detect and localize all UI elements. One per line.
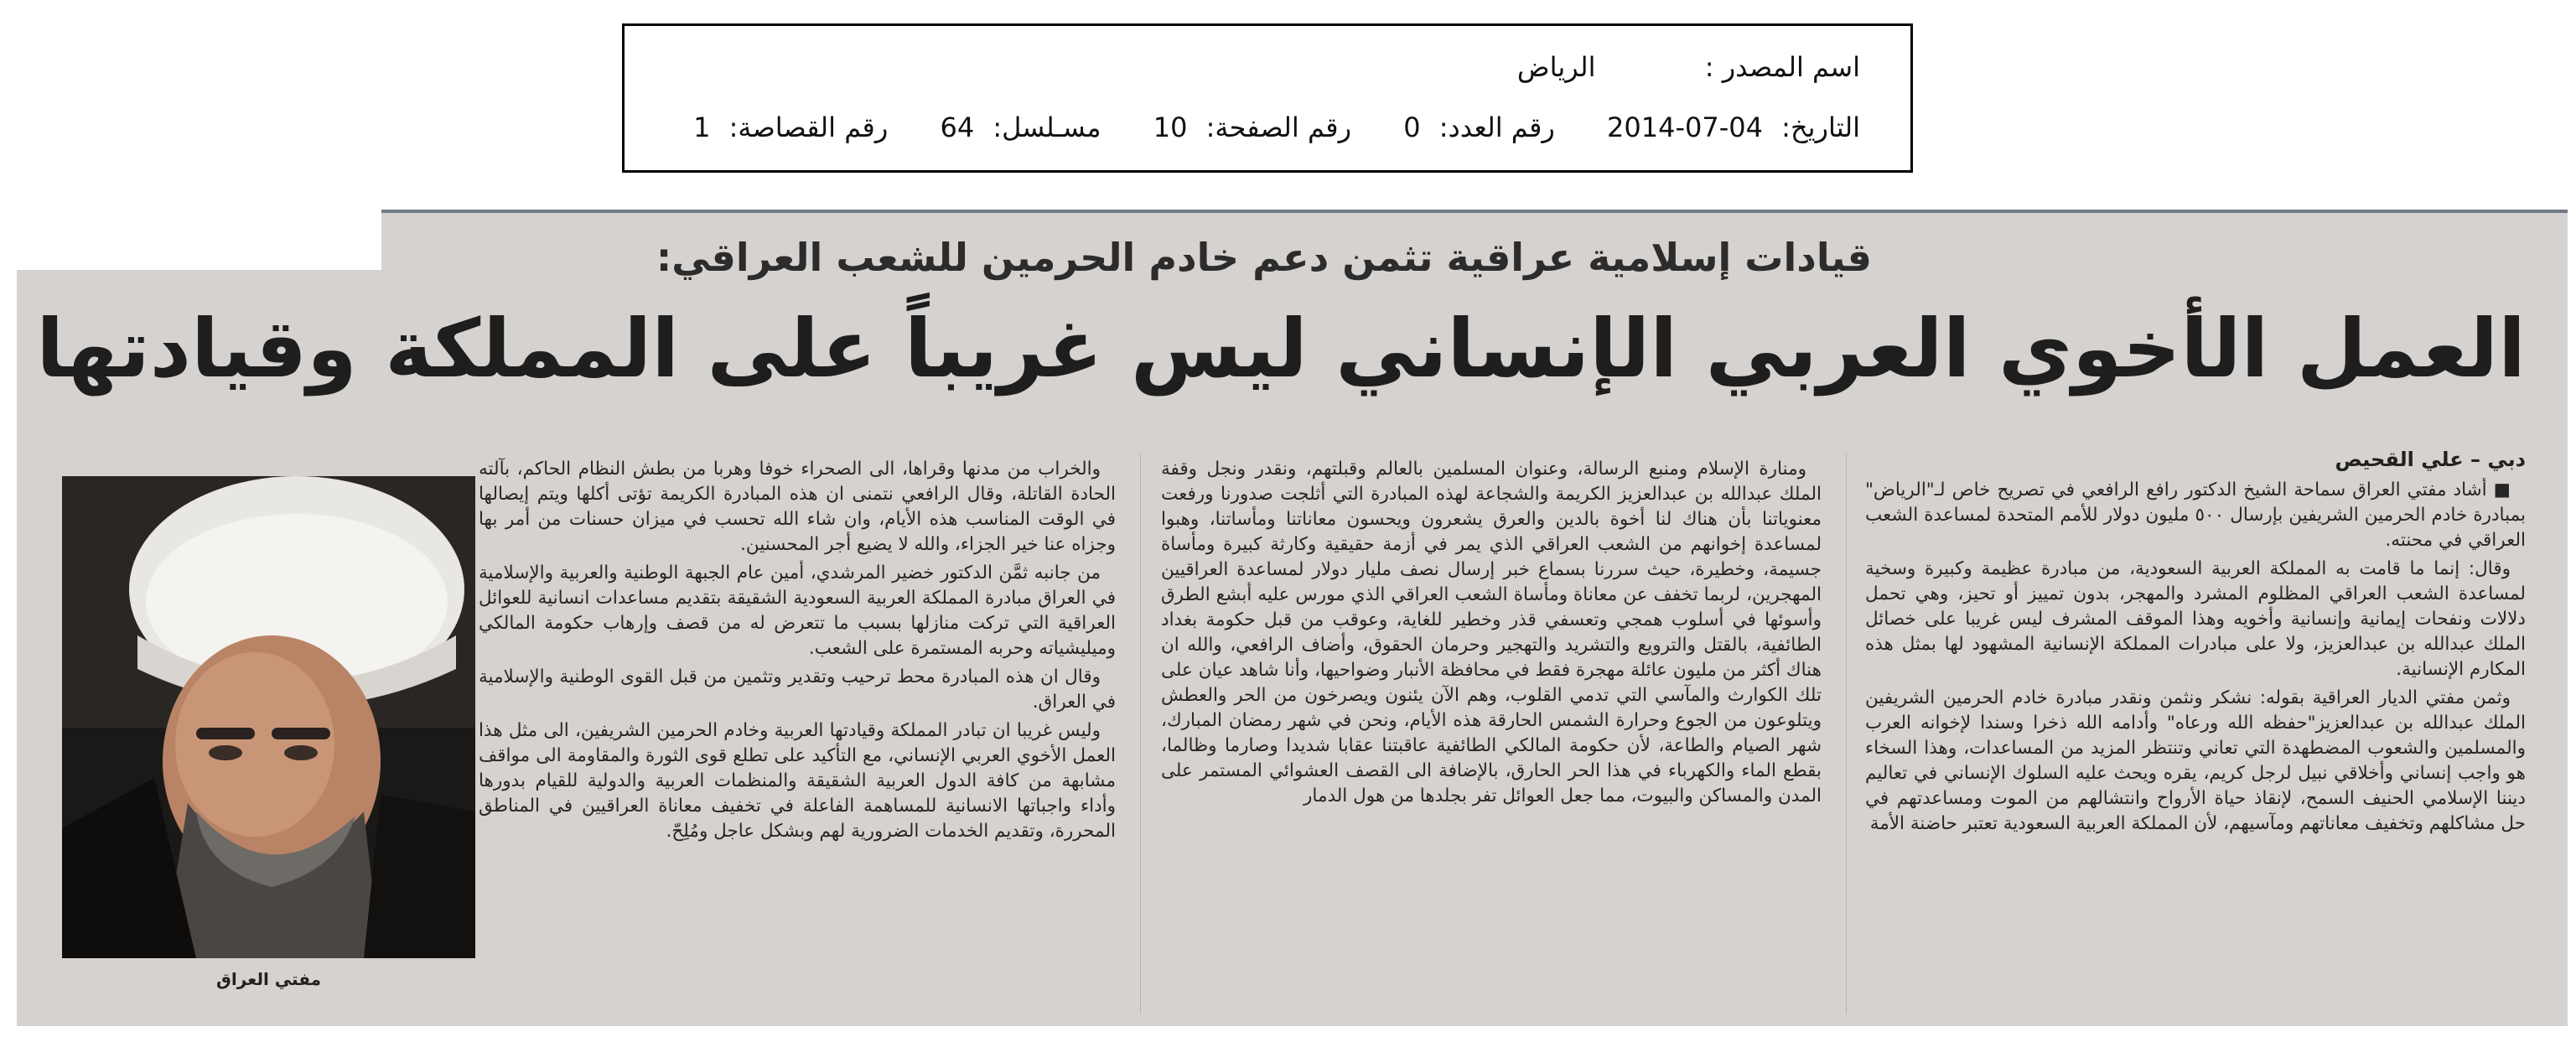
- source-row: [1517, 51, 1860, 83]
- column-2-paragraph: ومنارة الإسلام ومنبع الرسالة، وعنوان المسلمين بالعالم وقبلتهم، ونقدر ونجل وقفة الملك عبدالله بن عبدالعزيز الكريمة والشجاعة لهذه المبادرة التي أثلجت صدورنا ورفعت معنوياتنا بأن هناك لنا أخوة بالدين والعرق يشعرون ويحسون معاناتنا ومأساتنا، وهبوا لمساعدة إخوانهم من الشعب العراقي الذي يمر في أزمة حقيقية وكارثة كبيرة ومأساة جسيمة، وخطيرة، حيث سررنا بسماع خبر إرسال نصف مليار دولار لمساعدة العراقيين المهجرين، لربما تخفف عن معاناة ومأساة الشعب العراقي الذي مورس عليه أبشع الطرق وأسوئها في أسلوب همجي وتعسفي قذر وخطير للغاية، وعوقب من قبل حكومة بغداد الطائفية، بالقتل والترويع والتشريد والتهجير وحرمان الحقوق، وأضاف الرافعي، والله ان هناك أكثر من مليون عائلة مهجرة فقط في محافظة الأنبار وضواحيها، وأنا شاهد عيان على تلك الكوارث والمآسي التي تدمي القلوب، وهم الآن يئنون ويصرخون من الحر والعطش ويتلوعون من الجوع وحرارة الشمس الحارقة هذه الأيام، ونحن في شهر رمضان المبارك، شهر الصيام والطاعة، لأن حكومة المالكي الطائفية عاقبتنا عقابا شديدا وصارما وظالما، بقطع الماء والكهرباء في هذا الحر الحارق، بالإضافة الى القصف العشوائي المستمر على المدن والمساكن والبيوت، مما جعل العوائل تفر بجلدها من هول الدمار: [1161, 459, 1822, 806]
- paper-top-rule: [381, 210, 2568, 213]
- issue-value: 0: [1403, 111, 1421, 143]
- serial-label: مسـلسل:: [993, 111, 1101, 143]
- column-1-paragraph: ■ أشاد مفتي العراق سماحة الشيخ الدكتور رافع الرافعي في تصريح خاص لـ"الرياض" بمبادرة خادم الحرمين الشريفين بإرسال ٥٠٠ مليون دولار للأمم المتحدة لمساعدة الشعب العراقي في محنته.: [1865, 480, 2526, 551]
- date-label: التاريخ:: [1781, 111, 1860, 143]
- photo-caption: مفتي العراق: [216, 969, 321, 989]
- article-headline: العمل الأخوي العربي الإنساني ليس غريباً على المملكة وقيادتها: [36, 302, 2526, 396]
- mufti-portrait-photo: [62, 476, 475, 958]
- clip-label: رقم القصاصة:: [728, 111, 889, 143]
- column-1-paragraph: وثمن مفتي الديار العراقية بقوله: نشكر ونثمن ونقدر مبادرة خادم الحرمين الشريفين الملك عبدالله بن عبدالعزيز"حفظه الله ورعاه" وأدامه الله ذخرا وسندا لإخوانه العرب والمسلمين والشعوب المضطهدة التي تعاني وتنتظر المزيد من المساعدات، وهذا السخاء هو واجب إنساني وأخلاقي نبيل لرجل كريم، يقره ويحث عليه السلوك الإنساني في تعاليم ديننا الإسلامي الحنيف السمح، لإنقاذ حياة الأرواح وانتشالهم من الموت ومساعدتهم في حل مشاكلهم وتخفيف معاناتهم ومآسيهم، لأن المملكة العربية السعودية تعتبر حاضنة الأمة: [1865, 687, 2526, 834]
- column-divider: [1140, 453, 1141, 1014]
- article-byline: دبي – علي القحيص: [2335, 448, 2526, 471]
- details-row: [693, 111, 1860, 143]
- article-kicker: قيادات إسلامية عراقية تثمن دعم خادم الحرمين للشعب العراقي:: [656, 235, 1872, 280]
- date-value: 2014-07-04: [1607, 111, 1763, 143]
- issue-label: رقم العدد:: [1438, 111, 1555, 143]
- portrait-image: [62, 476, 475, 958]
- article-column-2: [1161, 457, 1822, 1020]
- clip-value: 1: [693, 111, 711, 143]
- article-column-1: [1865, 478, 2526, 1021]
- page-value: 10: [1153, 111, 1188, 143]
- source-value: الرياض: [1516, 51, 1596, 83]
- column-3-paragraph: وليس غريبا ان تبادر المملكة وقيادتها العربية وخادم الحرمين الشريفين، الى مثل هذا العمل الأخوي العربي الإنساني، مع التأكيد على تطلع قوى الثورة والمقاومة الى مواقف مشابهة من كافة الدول العربية الشقيقة والمنظمات العربية والدولية للقيام بدورها وأداء واجباتها الانسانية للمساهمة الفاعلة في تخفيف معاناة العراقيين في المناطق المحررة، وتقديم الخدمات الضرورية لهم وبشكل عاجل ومُلِحّ.: [479, 720, 1116, 842]
- source-label: اسم المصدر :: [1704, 51, 1860, 83]
- page-label: رقم الصفحة:: [1205, 111, 1352, 143]
- column-divider: [1846, 453, 1847, 1014]
- column-3-paragraph: والخراب من مدنها وقراها، الى الصحراء خوفا وهربا من بطش النظام الحاكم، بآلته الحادة القاتلة، وقال الرافعي نتمنى ان هذه المبادرة الكريمة تؤتى أكلها ويتم إيصالها في الوقت المناسب هذه الأيام، وان شاء الله تحسب في ميزان حسنات من أمر بها وجزاه عنا خير الجزاء، والله لا يضيع أجر المحسنين.: [479, 459, 1116, 555]
- article-column-3: [479, 457, 1116, 1020]
- column-1-paragraph: وقال: إنما ما قامت به المملكة العربية السعودية، من مبادرة عظيمة وكبيرة وسخية لمساعدة الشعب العراقي المظلوم المشرد والمهجر، بدون تمييز أو تحيز، وهي تحمل دلالات ونفحات إيمانية وإنسانية وأخويه وهذا الموقف المشرف ليس غريبا على خصائل الملك عبدالله بن عبدالعزيز، ولا على مبادرات المملكة الإنسانية المشهود لها بمثل هذه المكارم الإنسانية.: [1865, 558, 2526, 680]
- column-3-paragraph: وقال ان هذه المبادرة محط ترحيب وتقدير وتثمين من قبل القوى الوطنية والإسلامية في العراق.: [479, 666, 1116, 713]
- clipping-metadata-box: [622, 23, 1913, 173]
- column-3-paragraph: من جانبه ثمَّن الدكتور خضير المرشدي، أمين عام الجبهة الوطنية والعربية والإسلامية في العراق مبادرة المملكة العربية السعودية الشقيقة بتقديم مساعدات انسانية للعوائل العراقية التي تركت منازلها بسبب ما تتعرض له من قصف وإرهاب حكومة المالكي وميليشياته وحربه المستمرة على الشعب.: [479, 563, 1116, 659]
- serial-value: 64: [940, 111, 975, 143]
